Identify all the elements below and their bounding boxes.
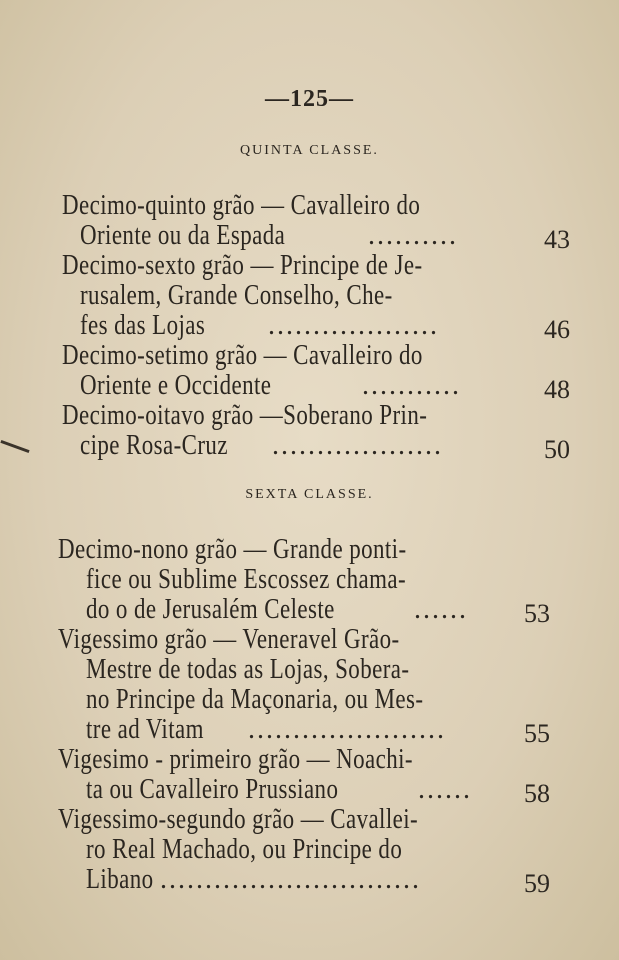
entry-line: no Principe da Maçonaria, ou Mes- — [86, 684, 424, 715]
page-reference: 59 — [524, 869, 550, 898]
entry-line: tre ad Vitam — [86, 714, 204, 745]
entry-line: ro Real Machado, ou Principe do — [86, 834, 403, 865]
page-reference: 43 — [544, 225, 570, 254]
page-reference: 46 — [544, 315, 570, 344]
entry-line: cipe Rosa-Cruz — [80, 430, 228, 461]
page-number: —125— — [265, 86, 354, 112]
entry-line: Decimo-setimo grão — Cavalleiro do — [62, 340, 423, 371]
dot-leader: ............................. — [160, 865, 421, 895]
entry-line: Oriente e Occidente — [80, 370, 272, 401]
page-reference: 53 — [524, 599, 550, 628]
entry-line: ta ou Cavalleiro Prussiano — [86, 774, 339, 805]
entry-line: Vigessimo grão — Veneravel Grão- — [58, 624, 400, 655]
entry-line: fice ou Sublime Escossez chama- — [86, 564, 407, 595]
entry-line: rusalem, Grande Conselho, Che- — [80, 280, 393, 311]
entry-line: Decimo-sexto grão — Principe de Je- — [62, 250, 423, 281]
margin-pen-mark — [0, 440, 29, 453]
entry-line: do o de Jerusalém Celeste — [86, 594, 335, 625]
entry-line: Mestre de todas as Lojas, Sobera- — [86, 654, 410, 685]
entry-line: Libano — [86, 864, 154, 895]
page-reference: 58 — [524, 779, 550, 808]
entry-line: Oriente ou da Espada — [80, 220, 286, 251]
dot-leader: ................... — [272, 431, 443, 461]
entry-line: Decimo-oitavo grão —Soberano Prin- — [62, 400, 428, 431]
dot-leader: ................... — [268, 311, 439, 341]
page-reference: 48 — [544, 375, 570, 404]
page-reference: 50 — [544, 435, 570, 464]
entry-line: fes das Lojas — [80, 310, 206, 341]
dot-leader: ........... — [362, 371, 461, 401]
entry-line: Vigessimo-segundo grão — Cavallei- — [58, 804, 419, 835]
dot-leader: ...... — [414, 595, 468, 625]
entry-line: Vigesimo - primeiro grão — Noachi- — [58, 744, 413, 775]
page-reference: 55 — [524, 719, 550, 748]
section-title-sexta: SEXTA CLASSE. — [245, 487, 374, 502]
dot-leader: ...................... — [248, 715, 446, 745]
entry-line: Decimo-quinto grão — Cavalleiro do — [62, 190, 421, 221]
dot-leader: ...... — [418, 775, 472, 805]
section-title-quinta: QUINTA CLASSE. — [240, 143, 379, 158]
dot-leader: .......... — [368, 221, 458, 251]
entry-line: Decimo-nono grão — Grande ponti- — [58, 534, 407, 565]
